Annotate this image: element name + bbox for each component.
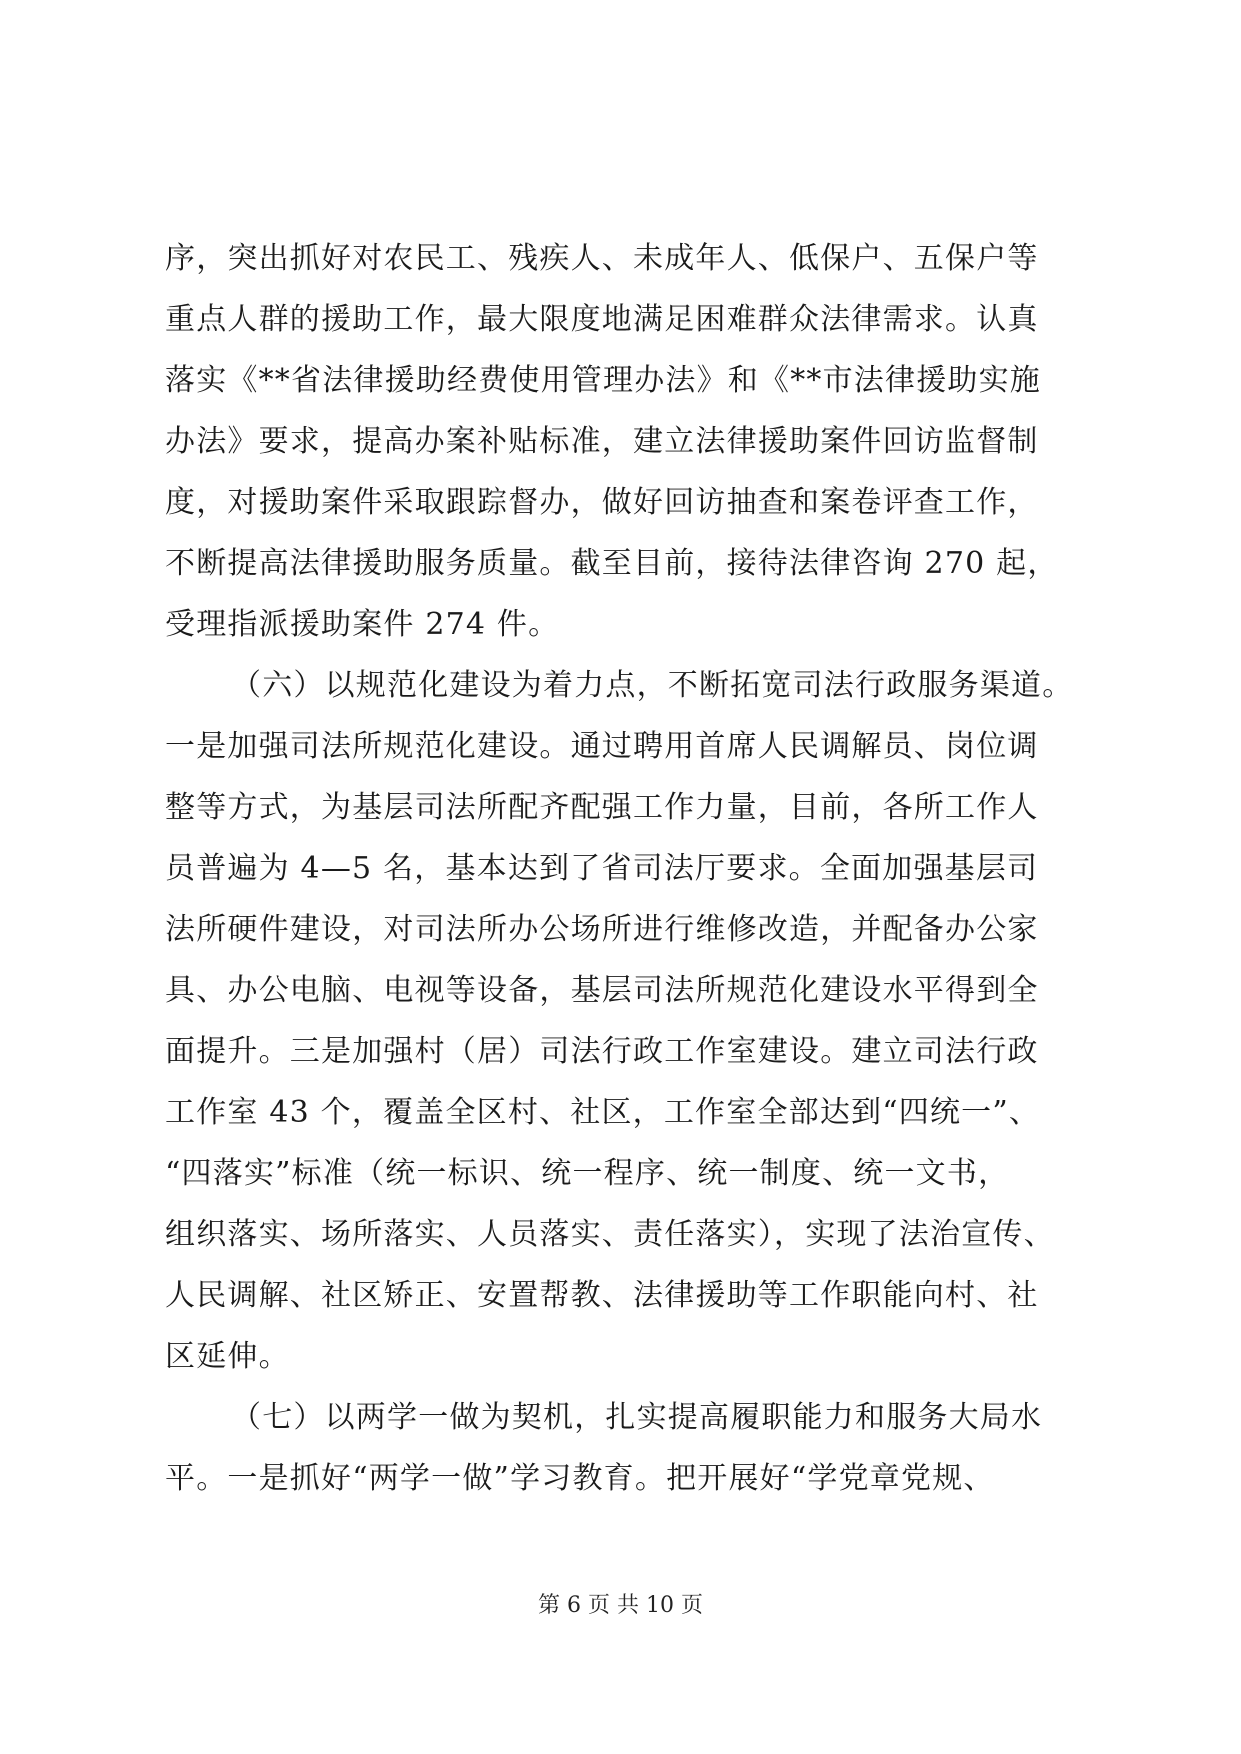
text-line: 员普遍为 4—5 名，基本达到了省司法厅要求。全面加强基层司: [165, 851, 1039, 886]
text-line: 度，对援助案件采取跟踪督办，做好回访抽查和案卷评查工作，: [165, 485, 1039, 520]
text-line: 区延伸。: [165, 1339, 290, 1374]
text-line: 重点人群的援助工作，最大限度地满足困难群众法律需求。认真: [165, 302, 1039, 337]
text-line: 人民调解、社区矫正、安置帮教、法律援助等工作职能向村、社: [165, 1278, 1039, 1313]
section-heading-line: （七）以两学一做为契机，扎实提高履职能力和服务大局水: [231, 1400, 1043, 1435]
text-line: 一是加强司法所规范化建设。通过聘用首席人民调解员、岗位调: [165, 729, 1039, 764]
page-footer: 第 6 页 共 10 页: [538, 1593, 703, 1618]
text-line: “四落实”标准（统一标识、统一程序、统一制度、统一文书，: [165, 1156, 1010, 1191]
text-line: 受理指派援助案件 274 件。: [165, 607, 560, 642]
text-line: 法所硬件建设，对司法所办公场所进行维修改造，并配备办公家: [165, 912, 1039, 947]
text-line: 平。一是抓好“两学一做”学习教育。把开展好“学党章党规、: [165, 1461, 995, 1496]
text-line: 面提升。三是加强村（居）司法行政工作室建设。建立司法行政: [165, 1034, 1039, 1069]
text-line: 整等方式，为基层司法所配齐配强工作力量，目前，各所工作人: [165, 790, 1039, 825]
text-line: 落实《**省法律援助经费使用管理办法》和《**市法律援助实施: [165, 363, 1041, 398]
section-heading-line: （六）以规范化建设为着力点，不断拓宽司法行政服务渠道。: [231, 668, 1074, 703]
text-line: 不断提高法律援助服务质量。截至目前，接待法律咨询 270 起，: [165, 546, 1059, 581]
text-line: 工作室 43 个，覆盖全区村、社区，工作室全部达到“四统一”、: [165, 1095, 1041, 1130]
text-line: 序，突出抓好对农民工、残疾人、未成年人、低保户、五保户等: [165, 241, 1039, 276]
text-line: 具、办公电脑、电视等设备，基层司法所规范化建设水平得到全: [165, 973, 1039, 1008]
text-line: 组织落实、场所落实、人员落实、责任落实），实现了法治宣传、: [165, 1217, 1055, 1252]
body-text: [165, 228, 1076, 1509]
text-line: 办法》要求，提高办案补贴标准，建立法律援助案件回访监督制: [165, 424, 1039, 459]
